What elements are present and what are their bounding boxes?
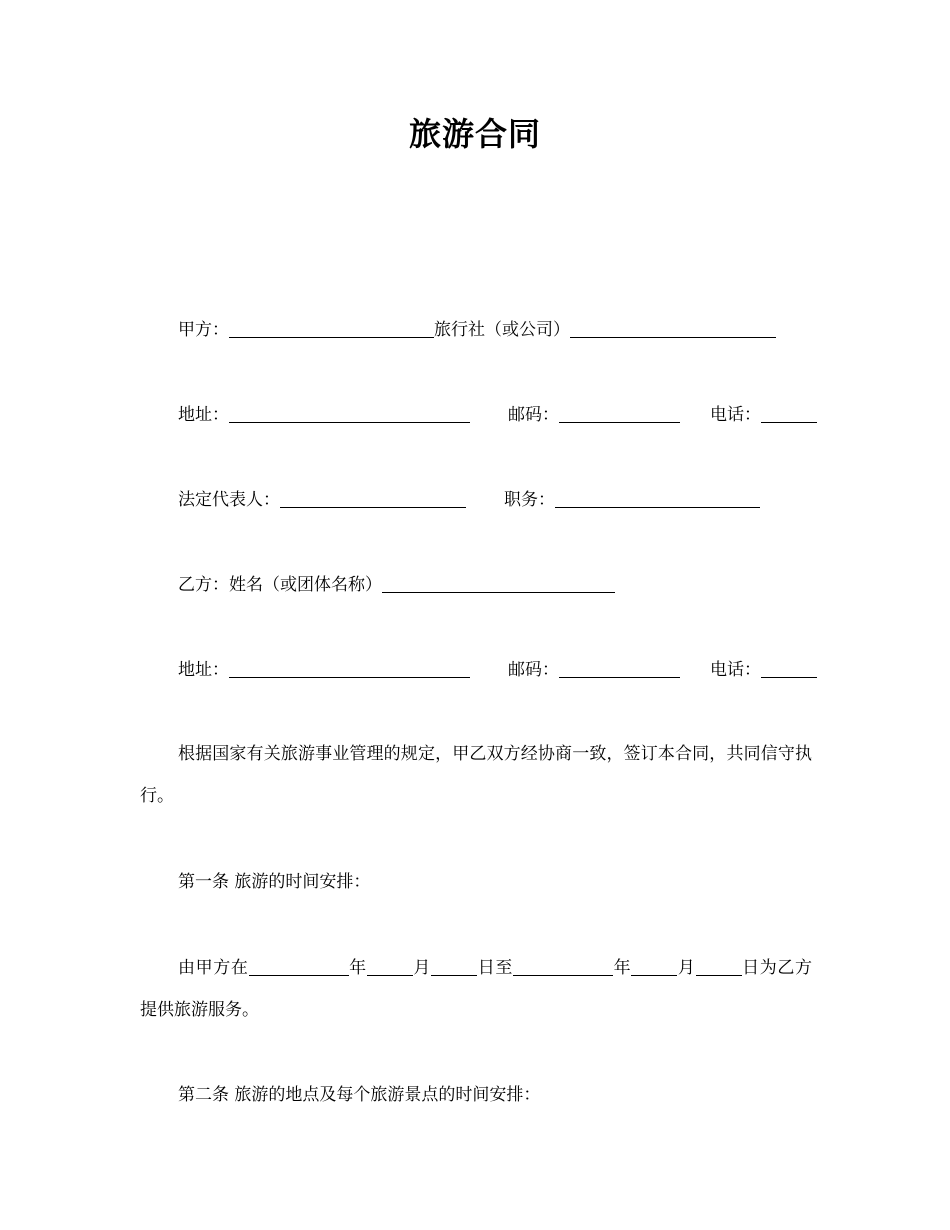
party-b-phone-blank[interactable] (761, 659, 817, 678)
party-a-agency-blank[interactable] (570, 319, 776, 338)
end-month-label: 月 (677, 958, 696, 978)
party-a-line (178, 318, 776, 342)
party-a-address-line (178, 403, 817, 427)
party-a-postcode-blank[interactable] (559, 404, 680, 423)
party-a-agency-label: 旅行社（或公司） (434, 320, 570, 340)
party-b-label: 乙方：姓名（或团体名称） (178, 575, 382, 595)
start-month-label: 月 (412, 958, 432, 978)
party-b-postcode-blank[interactable] (559, 659, 680, 678)
party-b-postcode-label: 邮码： (508, 660, 559, 680)
start-day-blank[interactable] (431, 957, 477, 976)
end-year-blank[interactable] (513, 957, 613, 976)
party-a-postcode-label: 邮码： (508, 405, 559, 425)
start-month-blank[interactable] (367, 957, 413, 976)
party-b-name-blank[interactable] (382, 574, 615, 593)
party-b-address-line (178, 658, 817, 682)
party-b-address-blank[interactable] (229, 659, 470, 678)
party-a-label: 甲方： (178, 320, 229, 340)
legal-rep-line (178, 488, 760, 512)
party-b-address-label: 地址： (178, 660, 229, 680)
article-1-paragraph (140, 947, 812, 1031)
party-a-address-label: 地址： (178, 405, 229, 425)
legal-rep-blank[interactable] (280, 489, 466, 508)
party-b-phone-label: 电话： (710, 660, 761, 680)
party-a-name-blank[interactable] (229, 319, 434, 338)
end-day-blank[interactable] (696, 957, 742, 976)
article-1-heading: 第一条 旅游的时间安排： (178, 872, 371, 892)
preamble-paragraph: 根据国家有关旅游事业管理的规定，甲乙双方经协商一致，签订本合同，共同信守执行。 (140, 744, 812, 806)
end-day-label: 日为乙方提供旅游服务。 (140, 958, 813, 1020)
party-a-phone-blank[interactable] (761, 404, 817, 423)
article-2-heading: 第二条 旅游的地点及每个旅游景点的时间安排： (178, 1085, 541, 1105)
article-1-prefix: 由甲方在 (178, 958, 249, 978)
party-a-address-blank[interactable] (229, 404, 470, 423)
legal-rep-label: 法定代表人： (178, 490, 280, 510)
position-label: 职务： (504, 490, 555, 510)
start-day-to-label: 日至 (477, 958, 513, 978)
party-b-line (178, 573, 615, 597)
end-month-blank[interactable] (631, 957, 677, 976)
party-a-phone-label: 电话： (710, 405, 761, 425)
position-blank[interactable] (555, 489, 760, 508)
start-year-label: 年 (348, 958, 367, 978)
document-title: 旅游合同 (408, 115, 541, 153)
start-year-blank[interactable] (249, 957, 349, 976)
end-year-label: 年 (612, 958, 632, 978)
